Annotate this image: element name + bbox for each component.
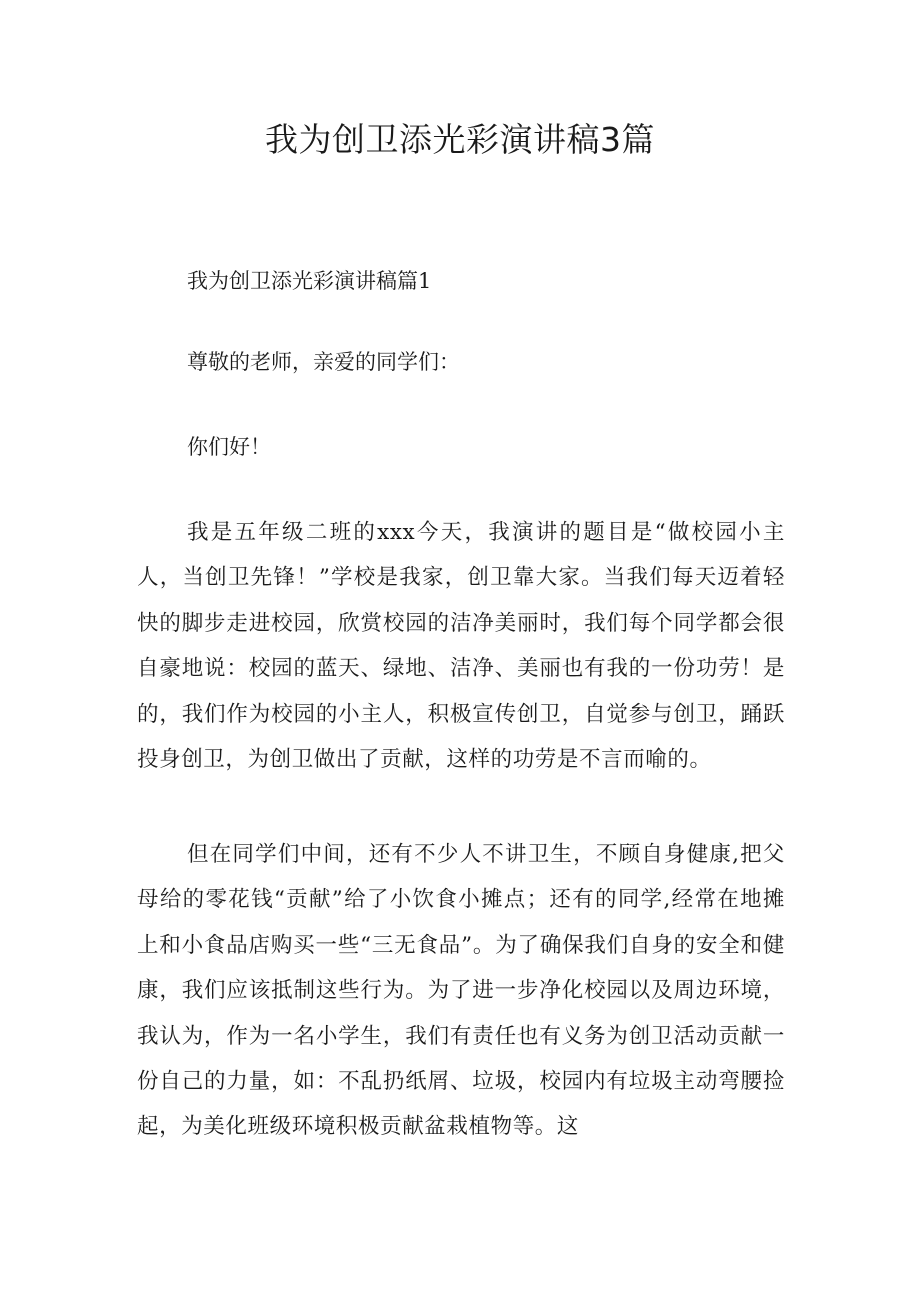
section-heading: 我为创卫添光彩演讲稿篇1 xyxy=(187,269,432,293)
greeting: 你们好！ xyxy=(187,435,271,459)
body-paragraph: 我是五年级二班的xxx今天，我演讲的题目是“做校园小主人，当创卫先锋！”学校是我家，创卫靠大家。当我们每天迈着轻快的脚步走进校园，欣赏校园的洁净美丽时，我们每个同学都会很自豪地说：校园的蓝天、绿地、洁净、美丽也有我的一份功劳！是的，我们作为校园的小主人，积极宣传创卫，自觉参与创卫，踊跃投身创卫，为创卫做出了贡献，这样的功劳是不言而喻的。 xyxy=(137,520,785,773)
document-title: 我为创卫添光彩演讲稿3篇 xyxy=(265,120,655,159)
salutation: 尊敬的老师，亲爱的同学们： xyxy=(187,350,460,374)
body-paragraph: 但在同学们中间，还有不少人不讲卫生，不顾自身健康,把父母给的零花钱“贡献”给了小饮食小摊点；还有的同学,经常在地摊上和小食品店购买一些“三无食品”。为了确保我们自身的安全和健康，我们应该抵制这些行为。为了进一步净化校园以及周边环境，我认为，作为一名小学生，我们有责任也有义务为创卫活动贡献一份自己的力量，如：不乱扔纸屑、垃圾，校园内有垃圾主动弯腰捡起，为美化班级环境积极贡献盆栽植物等。这 xyxy=(137,842,785,1140)
